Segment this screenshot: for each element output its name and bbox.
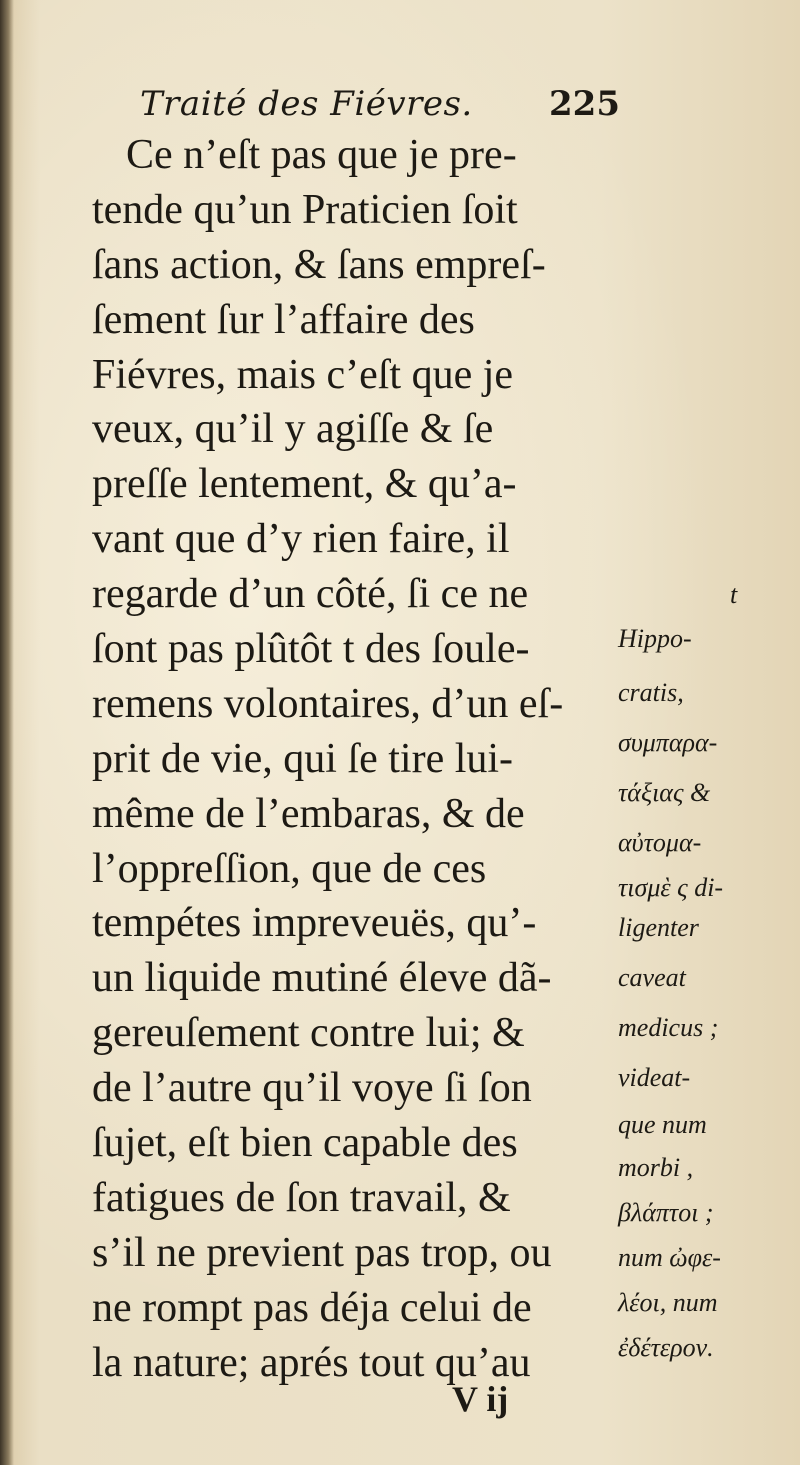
- margin-note: συμπαρα-: [618, 728, 718, 757]
- text-line: ſont pas plûtôt t des ſoule-: [92, 626, 530, 673]
- text-line: remens volontaires, d’un eſ-: [92, 680, 564, 727]
- margin-note: βλάπτοι ;: [618, 1198, 714, 1227]
- text-line: l’oppreſſion, que de ces: [92, 845, 487, 892]
- signature-mark: V ij: [452, 1379, 509, 1419]
- main-text-block: [92, 128, 612, 1390]
- margin-note: medicus ;: [618, 1013, 719, 1042]
- margin-note: ligenter: [618, 913, 699, 942]
- page-gutter: [0, 0, 14, 1465]
- margin-note: Hippo-: [618, 624, 692, 653]
- margin-note: τισμὲ ς di-: [618, 873, 724, 902]
- text-line: fatigues de ſon travail, &: [92, 1174, 511, 1221]
- text-line: s’il ne previent pas trop, ou: [92, 1229, 552, 1276]
- text-line: prit de vie, qui ſe tire lui-: [92, 735, 514, 782]
- text-line: tempétes impreveuës, qu’-: [92, 900, 537, 947]
- margin-note: ἐδέτερον.: [618, 1333, 714, 1362]
- text-line: ſans action, & ſans empreſ-: [92, 241, 546, 288]
- margin-note-marker: t: [730, 580, 738, 609]
- margin-note: λέοι, num: [618, 1288, 718, 1317]
- text-line: Ce n’eſt pas que je pre-: [126, 132, 517, 178]
- text-line: Fiévres, mais c’eſt que je: [92, 351, 514, 398]
- text-line: un liquide mutiné éleve dã-: [92, 955, 552, 1002]
- page-header: [140, 84, 620, 132]
- running-title: Traité des Fiévres.: [140, 84, 473, 124]
- text-line: preſſe lentement, & qu’a-: [92, 461, 517, 508]
- margin-note: caveat: [618, 963, 686, 992]
- text-line: vant que d’y rien faire, il: [92, 516, 510, 563]
- text-line: gereuſement contre lui; &: [92, 1010, 525, 1057]
- text-line: ſujet, eſt bien capable des: [92, 1120, 518, 1167]
- margin-note: morbi ,: [618, 1153, 694, 1182]
- margin-note: que num: [618, 1110, 707, 1139]
- text-line: ne rompt pas déja celui de: [92, 1284, 532, 1331]
- text-line: ſement ſur l’affaire des: [92, 296, 475, 343]
- margin-note: αὐτομα-: [618, 828, 702, 857]
- margin-note: τάξιας &: [618, 778, 711, 807]
- text-line: tende qu’un Praticien ſoit: [92, 186, 518, 233]
- text-line: même de l’embaras, & de: [92, 790, 525, 837]
- text-line: de l’autre qu’il voye ſi ſon: [92, 1065, 532, 1112]
- text-line: veux, qu’il y agiſſe & ſe: [92, 406, 494, 453]
- page-number: 225: [549, 84, 620, 124]
- margin-note: cratis,: [618, 678, 684, 707]
- text-line: regarde d’un côté, ſi ce ne: [92, 571, 529, 618]
- margin-note: num ὠφε-: [618, 1243, 721, 1272]
- margin-note: videat-: [618, 1063, 691, 1092]
- text-line: la nature; aprés tout qu’au: [92, 1339, 531, 1386]
